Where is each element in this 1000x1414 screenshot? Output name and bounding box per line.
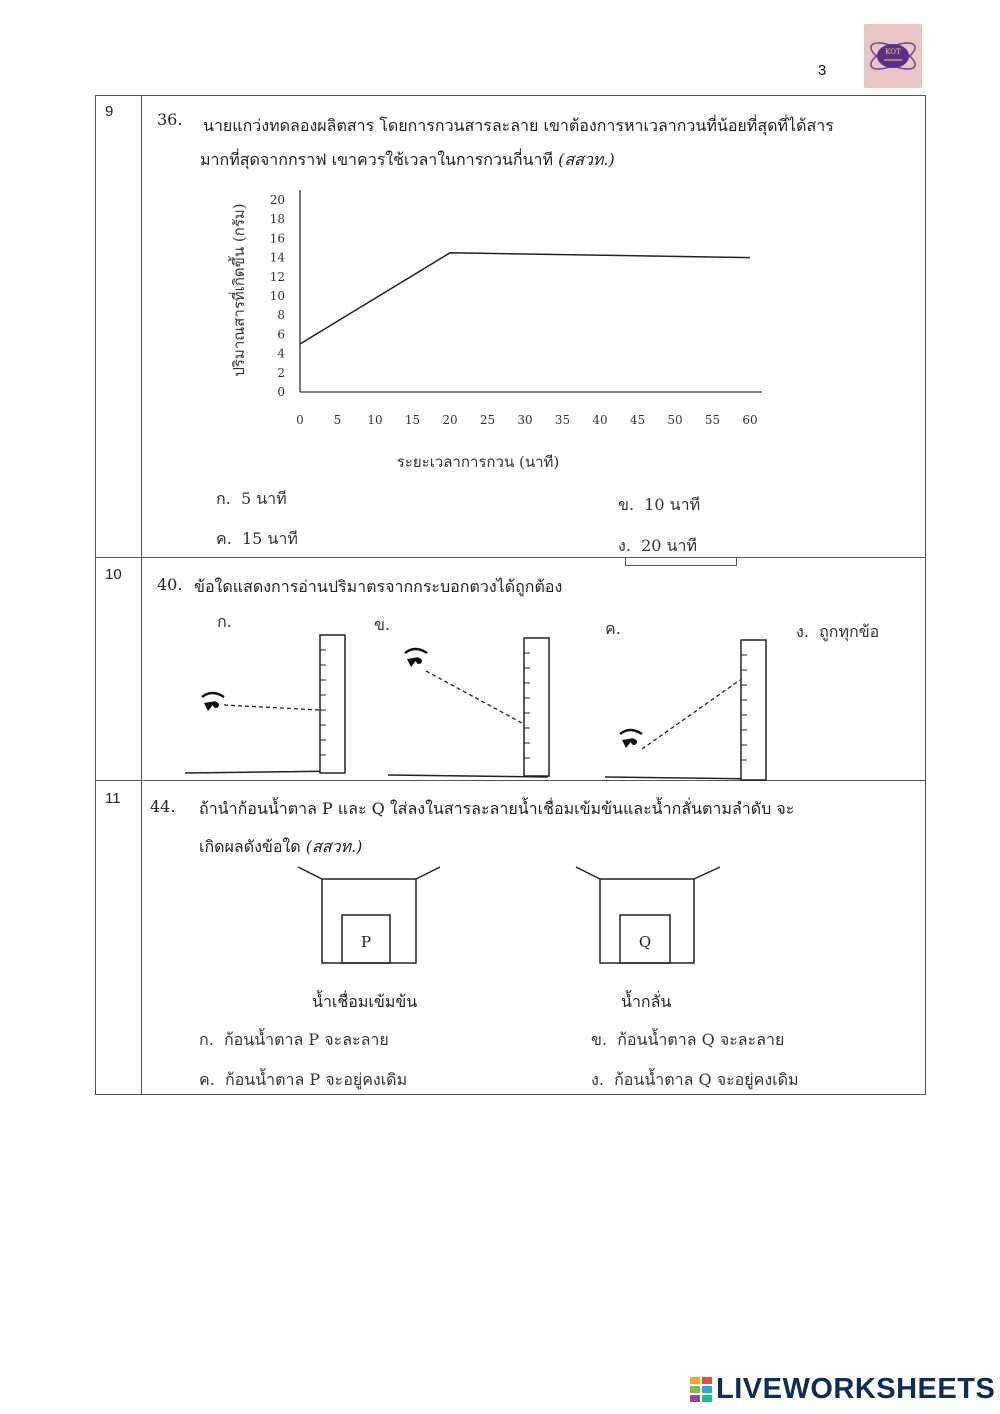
x-tick-label: 0 [296,413,304,427]
x-tick-label: 10 [367,413,383,427]
x-axis-label: ระยะเวลาการกวน (นาที) [396,453,560,471]
choice-label: ข. [618,495,635,514]
y-tick-label: 2 [277,365,285,380]
beaker-caption: น้ำกลั่น [621,992,672,1011]
choice-text: ก้อนน้ำตาล P จะอยู่คงเดิม [224,1070,408,1089]
choice-text: 20 นาที [641,536,697,555]
y-tick-label: 16 [269,231,285,246]
cylinder-diagrams [180,625,820,785]
choice-text: 5 นาที [240,489,287,508]
question-text-line2: เกิดผลดังข้อใด [199,837,301,856]
x-tick-label: 25 [479,413,496,427]
y-tick-label: 18 [269,212,285,227]
eye-icon [620,730,642,748]
cube-label: Q [638,933,652,951]
question-text: นายแกว่งทดลองผลิตสาร โดยการกวนสารละลาย เขาต้องการหาเวลากวนที่น้อยที่สุดที่ได้สาร [203,116,834,135]
row-number: 9 [105,103,114,120]
y-tick-label: 10 [269,289,285,303]
y-tick-label: 0 [277,385,285,399]
x-tick-label: 45 [629,413,646,427]
question-text: ข้อใดแสดงการอ่านปริมาตรจากกระบอกตวงได้ถูกต้อง [194,577,563,596]
choice-text: 15 นาที [241,529,298,548]
y-tick-label: 6 [277,327,285,342]
source-note: (สสวท.) [305,837,363,856]
choice-c[interactable] [199,1068,407,1093]
brand-icon [690,1377,712,1403]
x-tick-label: 55 [704,413,721,427]
school-logo [864,24,922,88]
beaker-diagrams [280,855,740,975]
question-number: 36. [157,110,183,129]
choice-text: ก้อนน้ำตาล Q จะละลาย [617,1030,785,1049]
y-tick-label: 14 [269,250,285,265]
y-tick-label: 8 [277,308,285,323]
choice-c[interactable] [216,527,298,552]
brand-logo: LIVEWORKSHEETS [716,1373,996,1405]
choice-label: ก. [199,1030,214,1049]
question-number: 44. [150,797,176,816]
graduated-cylinder [741,640,766,780]
source-note: (สสวท.) [558,150,615,169]
diagram-a [185,635,345,773]
series-line [300,253,750,344]
y-tick-label: 12 [269,269,285,284]
choice-text: ถูกทุกข้อ [819,622,880,641]
eye-icon [202,693,224,711]
x-tick-label: 50 [667,413,683,427]
choice-b[interactable]: ข. [374,615,391,634]
x-tick-label: 5 [333,413,342,427]
choice-d[interactable] [618,534,697,559]
choice-a[interactable] [216,487,287,512]
table-column-divider [141,95,142,1095]
line-chart [210,180,780,480]
diagram-c [605,640,766,780]
scan-artifact [625,557,737,566]
x-tick-label: 40 [592,413,608,427]
choice-b[interactable] [618,493,700,518]
x-tick-label: 20 [442,413,458,427]
page-number: 3 [818,62,827,79]
choice-label: ง. [796,622,809,641]
eye-icon [405,649,427,667]
row-divider [95,557,926,558]
cube-label: P [360,933,372,951]
x-tick-label: 30 [517,413,533,427]
y-axis-label: ปริมาณสารที่เกิดขึ้น (กรัม) [230,203,248,377]
choice-label: ง. [618,536,631,555]
choice-label: ง. [591,1070,604,1089]
choice-a[interactable]: ก. [217,612,232,631]
choice-label: ค. [199,1070,215,1089]
graduated-cylinder [320,635,345,773]
choice-label: ก. [216,489,231,508]
choice-c[interactable]: ค. [605,619,621,638]
choice-a[interactable] [199,1028,389,1053]
choice-text: ก้อนน้ำตาล Q จะอยู่คงเดิม [614,1070,799,1089]
question-text-line2: มากที่สุดจากกราฟ เขาควรใช้เวลาในการกวนกี่นาที [200,150,554,169]
beaker-q [576,867,720,963]
x-tick-label: 35 [554,413,571,427]
diagram-b [388,638,549,777]
question-text [200,148,615,173]
beaker-caption: น้ำเชื่อมเข้มข้น [312,992,418,1011]
x-tick-label: 15 [404,413,421,427]
y-tick-label: 20 [269,193,285,207]
choice-text: ก้อนน้ำตาล P จะละลาย [223,1030,389,1049]
logo-text: KOT [885,48,901,56]
choice-text: 10 นาที [644,495,701,514]
question-text: ถ้านำก้อนน้ำตาล P และ Q ใส่ลงในสารละลายน้ำเชื่อมเข้มข้นและน้ำกลั่นตามลำดับ จะ [199,799,795,818]
row-number: 11 [105,790,121,807]
graduated-cylinder [524,638,549,776]
question-number: 40. [157,575,183,594]
choice-d[interactable] [591,1068,799,1093]
choice-b[interactable] [591,1028,784,1053]
x-tick-label: 60 [742,413,758,427]
row-number: 10 [105,566,122,583]
y-tick-label: 4 [277,346,285,361]
choice-label: ข. [591,1030,608,1049]
beaker-p [298,867,440,963]
choice-label: ค. [216,529,232,548]
